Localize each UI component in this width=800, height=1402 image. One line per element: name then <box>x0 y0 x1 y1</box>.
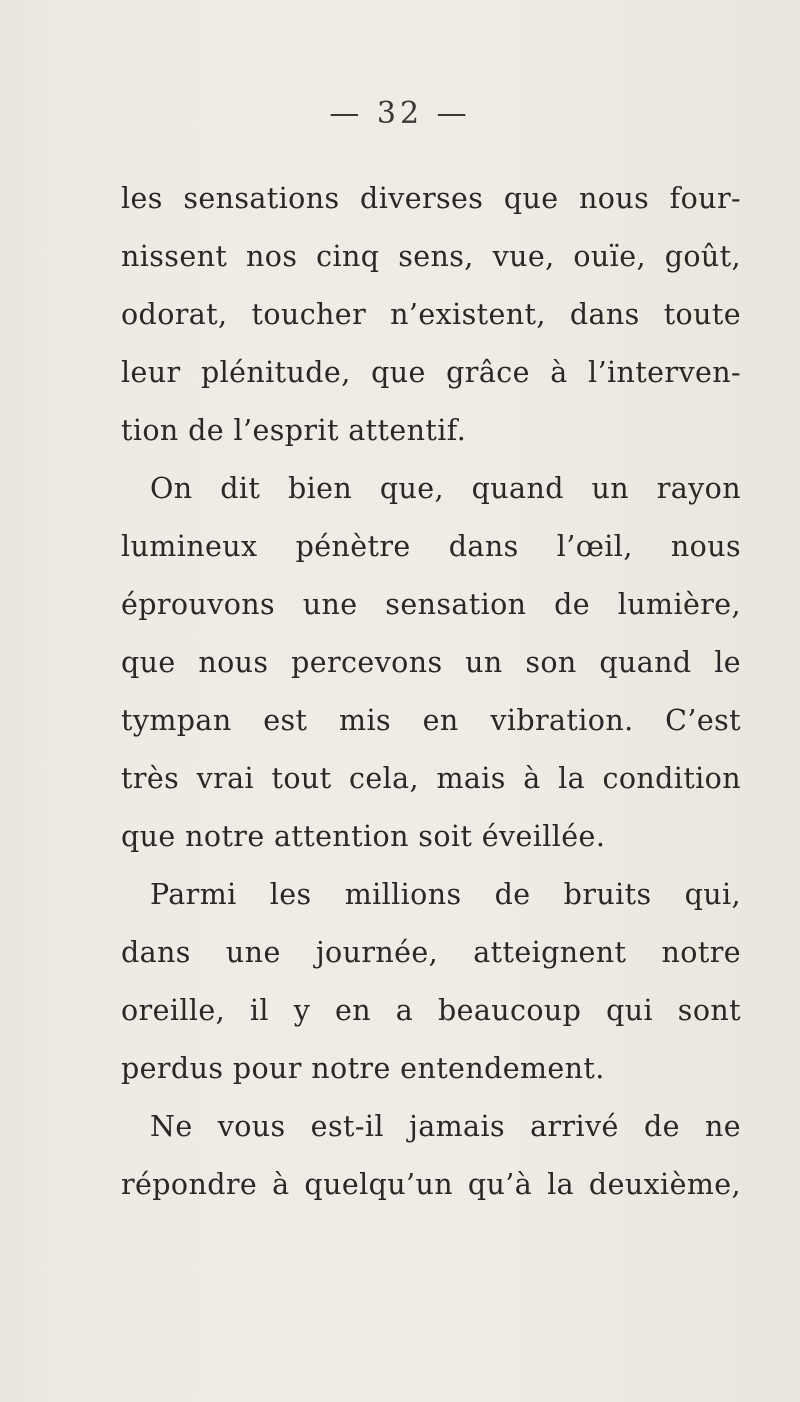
body-text <box>121 170 741 1214</box>
text-line: les sensations diverses que nous four- <box>121 182 741 215</box>
text-line: odorat, toucher n’existent, dans toute <box>121 298 741 331</box>
text-line: éprouvons une sensation de lumière, <box>121 588 741 621</box>
text-line: perdus pour notre entendement. <box>121 1052 605 1085</box>
text-line: tympan est mis en vibration. C’est <box>121 704 741 737</box>
text-line-paragraph-start: Ne vous est-il jamais arrivé de ne <box>150 1110 741 1143</box>
text-line: lumineux pénètre dans l’œil, nous <box>121 530 741 563</box>
text-line: nissent nos cinq sens, vue, ouïe, goût, <box>121 240 741 273</box>
text-line-paragraph-start: Parmi les millions de bruits qui, <box>150 878 741 911</box>
page-number: — 32 — <box>329 96 471 131</box>
text-line: dans une journée, atteignent notre <box>121 936 741 969</box>
text-line: leur plénitude, que grâce à l’interven- <box>121 356 741 389</box>
text-line: que notre attention soit éveillée. <box>121 820 606 853</box>
text-line: oreille, il y en a beaucoup qui sont <box>121 994 741 1027</box>
text-line: que nous percevons un son quand le <box>121 646 741 679</box>
text-line: répondre à quelqu’un qu’à la deuxième, <box>121 1168 741 1201</box>
text-line: très vrai tout cela, mais à la condition <box>121 762 741 795</box>
text-line: tion de l’esprit attentif. <box>121 414 467 447</box>
text-line-paragraph-start: On dit bien que, quand un rayon <box>150 472 741 505</box>
